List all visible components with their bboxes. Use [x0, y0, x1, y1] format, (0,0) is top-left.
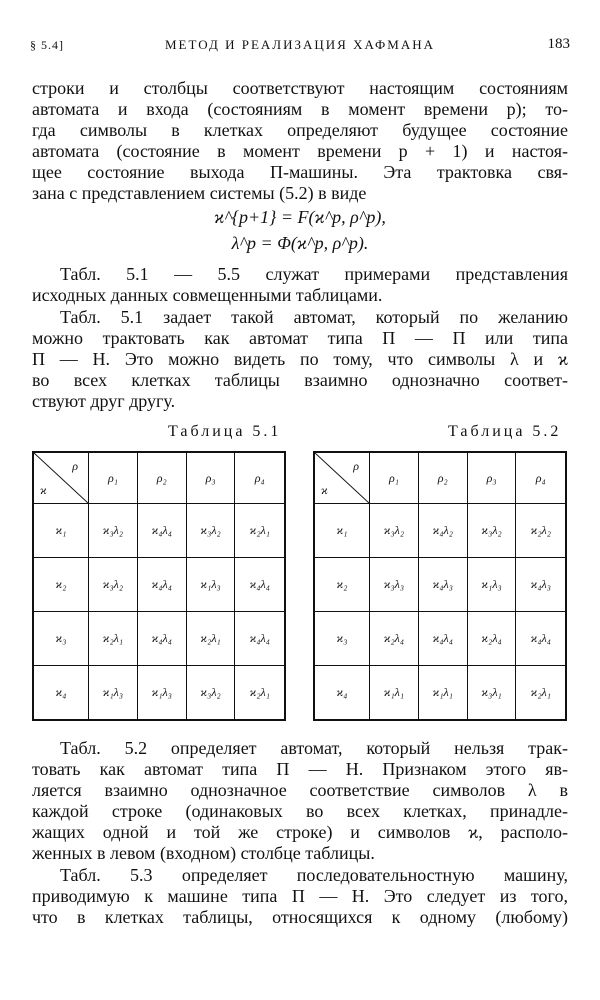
text-line: строки и столбцы соответствуют настоящим состояниям [32, 78, 568, 98]
text-line: можно трактовать как автомат типа П — П или типа [32, 328, 568, 348]
row-state: ϰ₁ [314, 504, 370, 558]
table-cell: ϰ₂λ₁ [186, 612, 235, 666]
formula-state: ϰ^{p+1} = F(ϰ^p, ρ^p), [214, 207, 386, 227]
text-line: во всех клетках таблицы взаимно однозначно соответ- [32, 370, 568, 390]
table-cell: ϰ₂λ₁ [235, 504, 285, 558]
column-header: ρ₂ [137, 452, 186, 504]
paragraph-1 [32, 78, 568, 204]
corner-input-label: ρ [72, 459, 78, 473]
table-cell: ϰ₃λ₁ [467, 666, 516, 721]
table-5-1 [32, 451, 286, 721]
table-cell: ϰ₄λ₄ [418, 612, 467, 666]
table-cell: ϰ₄λ₂ [418, 504, 467, 558]
text-line: Табл. 5.3 определяет последовательностную машину, [60, 865, 568, 885]
table-row [314, 558, 566, 612]
text-line: Табл. 5.2 определяет автомат, который нельзя трак- [60, 738, 568, 758]
row-state: ϰ₄ [33, 666, 89, 721]
text-line: каждой строке (одинаковых во всех клетках, принадле- [32, 801, 568, 821]
text-line: ляется взаимно однозначное соответствие символов λ в [32, 780, 568, 800]
table-cell: ϰ₃λ₂ [186, 666, 235, 721]
text-line: автомата и входа (состояниям в момент времени p); то- [32, 99, 568, 119]
text-line: Табл. 5.1 задает такой автомат, который по желанию [60, 307, 568, 327]
column-header: ρ₂ [418, 452, 467, 504]
table-cell: ϰ₁λ₁ [370, 666, 419, 721]
table-row [33, 558, 285, 612]
table-caption-5-2: Таблица 5.2 [448, 423, 562, 440]
text-line: что в клетках таблицы, относящихся к одному (любому) [32, 907, 568, 927]
table-row [33, 666, 285, 721]
table-cell: ϰ₂λ₁ [516, 666, 566, 721]
row-state: ϰ₂ [33, 558, 89, 612]
table-row [33, 504, 285, 558]
table-cell: ϰ₃λ₂ [186, 504, 235, 558]
paragraph-3 [32, 307, 568, 412]
table-caption-5-1: Таблица 5.1 [168, 423, 282, 440]
table-5-2 [313, 451, 567, 721]
table-cell: ϰ₄λ₃ [516, 558, 566, 612]
table-cell: ϰ₄λ₄ [137, 558, 186, 612]
text-line: товать как автомат типа П — Н. Признаком этого яв- [32, 759, 568, 779]
table-cell: ϰ₄λ₄ [516, 612, 566, 666]
table-row [314, 612, 566, 666]
table-header-row [33, 452, 285, 504]
running-header [30, 36, 570, 56]
paragraph-2 [32, 264, 568, 306]
row-state: ϰ₄ [314, 666, 370, 721]
corner-state-label: ϰ [321, 483, 328, 497]
table-corner [314, 452, 370, 504]
column-header: ρ₁ [89, 452, 138, 504]
table-cell: ϰ₃λ₂ [467, 504, 516, 558]
table-cell: ϰ₁λ₃ [89, 666, 138, 721]
column-header: ρ₁ [370, 452, 419, 504]
table-cell: ϰ₂λ₄ [370, 612, 419, 666]
table-cell: ϰ₃λ₂ [89, 504, 138, 558]
text-line: приводимую к машине типа П — Н. Это следует из того, [32, 886, 568, 906]
text-line: зана с представлением системы (5.2) в виде [32, 183, 367, 203]
table-corner [33, 452, 89, 504]
text-line: щее состояние выхода П-машины. Эта трактовка свя- [32, 162, 568, 182]
table-cell: ϰ₄λ₄ [137, 504, 186, 558]
table-row [314, 666, 566, 721]
table-cell: ϰ₄λ₄ [235, 612, 285, 666]
paragraph-5 [32, 865, 568, 928]
row-state: ϰ₃ [33, 612, 89, 666]
table-row [314, 504, 566, 558]
column-header: ρ₃ [186, 452, 235, 504]
table-cell: ϰ₄λ₄ [235, 558, 285, 612]
text-line: П — Н. Это можно видеть по тому, что символы λ и ϰ [32, 349, 568, 369]
table-cell: ϰ₂λ₂ [516, 504, 566, 558]
table-cell: ϰ₃λ₃ [370, 558, 419, 612]
table-cell: ϰ₄λ₃ [418, 558, 467, 612]
table-row [33, 612, 285, 666]
table-cell: ϰ₁λ₁ [418, 666, 467, 721]
text-line: женных в левом (входном) столбце таблицы. [32, 843, 375, 863]
section-number: § 5.4] [30, 38, 64, 52]
table-cell: ϰ₂λ₁ [235, 666, 285, 721]
table-cell: ϰ₁λ₃ [186, 558, 235, 612]
table-cell: ϰ₃λ₂ [370, 504, 419, 558]
corner-input-label: ρ [353, 459, 359, 473]
text-line: автомата (состояние в момент времени p + 1) и настоя- [32, 141, 568, 161]
table-cell: ϰ₂λ₁ [89, 612, 138, 666]
table-header-row [314, 452, 566, 504]
table-cell: ϰ₄λ₄ [137, 612, 186, 666]
table-cell: ϰ₃λ₂ [89, 558, 138, 612]
running-title: МЕТОД И РЕАЛИЗАЦИЯ ХАФМАНА [164, 37, 436, 52]
text-line: Табл. 5.1 — 5.5 служат примерами представления [60, 264, 568, 284]
row-state: ϰ₃ [314, 612, 370, 666]
column-header: ρ₃ [467, 452, 516, 504]
paragraph-4 [32, 738, 568, 864]
text-line: ствуют друг другу. [32, 391, 176, 411]
table-cell: ϰ₁λ₃ [137, 666, 186, 721]
corner-state-label: ϰ [40, 483, 47, 497]
row-state: ϰ₁ [33, 504, 89, 558]
table-cell: ϰ₂λ₄ [467, 612, 516, 666]
column-header: ρ₄ [235, 452, 285, 504]
text-line: жащих одной и той же строке) и символов ϰ, располо- [32, 822, 568, 842]
table-cell: ϰ₁λ₃ [467, 558, 516, 612]
text-line: исходных данных совмещенными таблицами. [32, 285, 383, 305]
row-state: ϰ₂ [314, 558, 370, 612]
formula-output: λ^p = Φ(ϰ^p, ρ^p). [231, 233, 369, 253]
page-number: 183 [547, 36, 570, 52]
column-header: ρ₄ [516, 452, 566, 504]
text-line: гда символы в клетках определяют будущее состояние [32, 120, 568, 140]
